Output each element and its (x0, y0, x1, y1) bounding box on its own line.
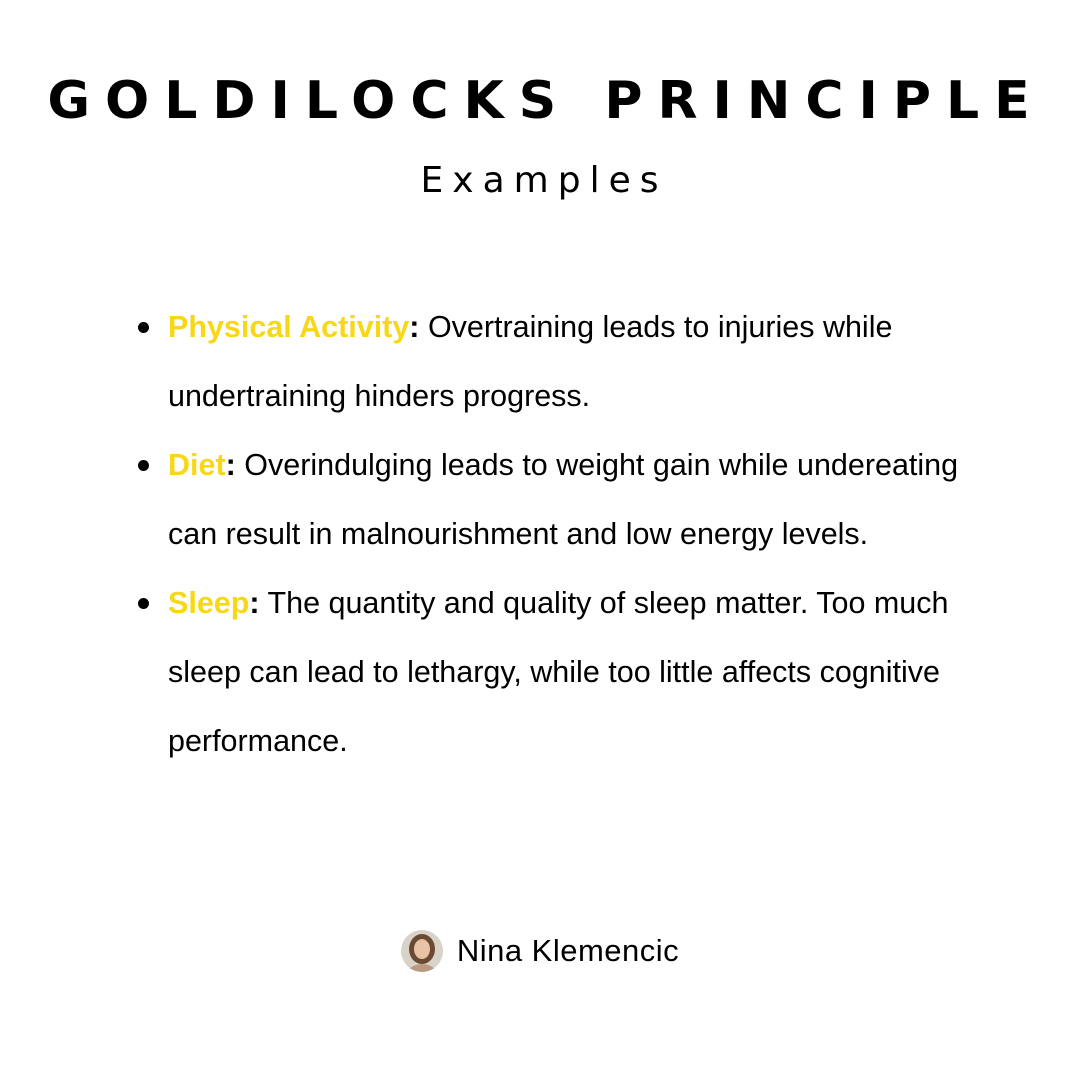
term-colon: : (225, 448, 236, 482)
bullet-icon (138, 460, 149, 471)
bullet-icon (138, 322, 149, 333)
example-term: Diet (168, 448, 226, 482)
example-term: Physical Activity (168, 310, 410, 344)
examples-list (168, 293, 978, 776)
term-colon: : (409, 310, 420, 344)
page-subtitle: Examples (420, 160, 668, 201)
avatar-portrait-icon (401, 930, 443, 972)
example-description: Overindulging leads to weight gain while undereating can result in malnourishment and low energy levels. (168, 448, 959, 551)
page-title: GOLDILOCKS PRINCIPLE (47, 71, 1045, 131)
list-item-diet (168, 431, 978, 569)
term-colon: : (249, 586, 260, 620)
bullet-icon (138, 598, 149, 609)
example-description: Overtraining leads to injuries while undertraining hinders progress. (168, 310, 893, 413)
list-item-physical-activity (168, 293, 978, 431)
example-description: The quantity and quality of sleep matter. Too much sleep can lead to lethargy, while too little affects cognitive performance. (168, 586, 949, 758)
author-avatar (401, 930, 443, 972)
author-name: Nina Klemencic (456, 933, 680, 968)
list-item-sleep (168, 569, 978, 776)
example-term: Sleep (168, 586, 250, 620)
author-credit (0, 929, 1080, 973)
